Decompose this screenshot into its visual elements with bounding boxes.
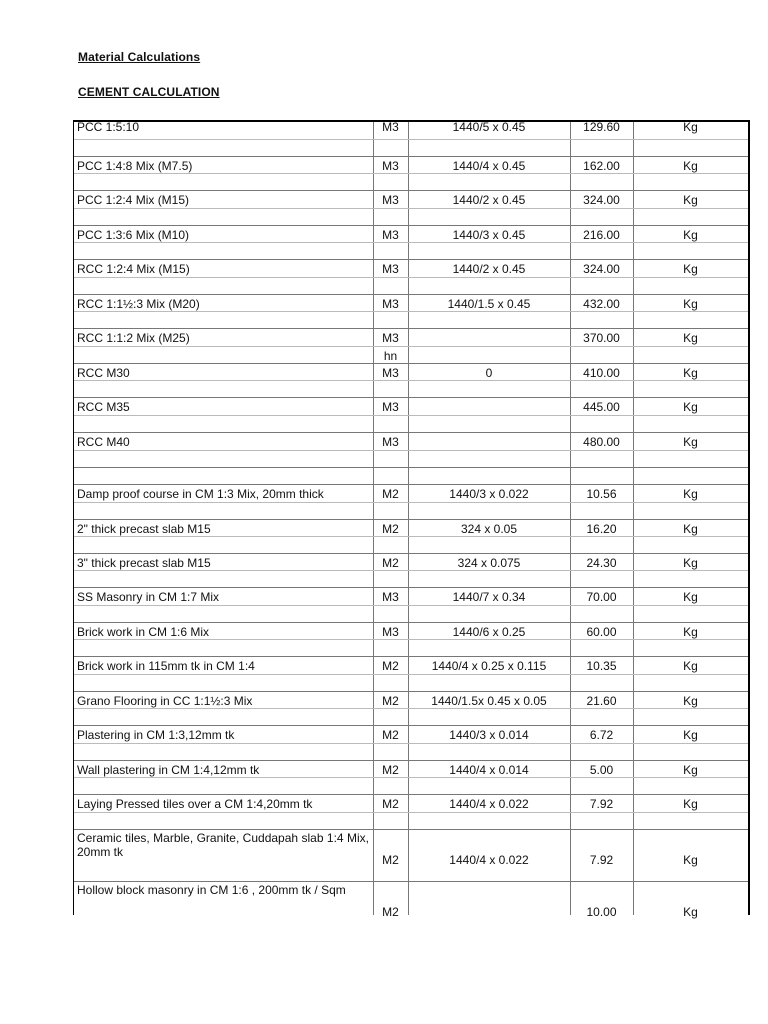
row-uom: Kg [683,400,698,414]
row-value: 60.00 [586,625,617,639]
row-uom: Kg [683,228,698,242]
cement-calculation-table [73,120,750,919]
row-value: 24.30 [586,556,617,570]
row-value: 216.00 [583,228,620,242]
row-unit: M3 [382,297,399,311]
row-uom: Kg [683,331,698,345]
row-formula: 1440/3 x 0.45 [452,228,526,242]
row-uom: Kg [683,159,698,173]
row-description: RCC 1:1:2 Mix (M25) [77,331,190,345]
row-formula: 0 [485,366,493,380]
row-formula: 1440/2 x 0.45 [452,262,526,276]
row-unit: M3 [382,366,399,380]
row-description: RCC M35 [77,400,130,414]
row-uom: Kg [683,659,698,673]
row-description: PCC 1:5:10 [77,120,140,134]
row-unit: M2 [382,728,399,742]
row-unit: M3 [382,400,399,414]
row-unit: M3 [382,435,399,449]
row-uom: Kg [683,763,698,777]
row-value: 432.00 [583,297,620,311]
row-uom: Kg [683,487,698,501]
row-value: 324.00 [583,262,620,276]
row-description: RCC M40 [77,435,130,449]
row-uom: Kg [683,905,698,919]
row-unit: M2 [382,853,399,867]
row-uom: Kg [683,797,698,811]
row-value: 70.00 [586,590,617,604]
row-uom: Kg [683,625,698,639]
row-description: PCC 1:4:8 Mix (M7.5) [77,159,193,173]
row-value: 129.60 [583,120,620,134]
section-title: CEMENT CALCULATION [78,85,220,99]
row-value: 10.00 [586,905,617,919]
row-description: Wall plastering in CM 1:4,12mm tk [77,763,260,777]
row-unit: M3 [382,159,399,173]
row-uom: Kg [683,193,698,207]
row-description: 3" thick precast slab M15 [77,556,211,570]
row-unit: M2 [382,763,399,777]
row-value: 21.60 [586,694,617,708]
document-title: Material Calculations [78,50,201,64]
row-description: PCC 1:3:6 Mix (M10) [77,228,190,242]
row-description: Hollow block masonry in CM 1:6 , 200mm tk / Sqm [77,883,346,897]
row-formula: 1440/4 x 0.25 x 0.115 [431,659,547,673]
row-value: 324.00 [583,193,620,207]
row-description: RCC 1:1½:3 Mix (M20) [77,297,200,311]
row-formula: 1440/4 x 0.45 [452,159,526,173]
row-value: 410.00 [583,366,620,380]
row-uom: Kg [683,435,698,449]
row-description: PCC 1:2:4 Mix (M15) [77,193,190,207]
row-value: 10.35 [586,659,617,673]
row-description: Damp proof course in CM 1:3 Mix, 20mm thick [77,487,324,501]
row-description: RCC M30 [77,366,130,380]
row-unit: M2 [382,694,399,708]
row-uom: Kg [683,522,698,536]
row-formula: 1440/3 x 0.022 [449,487,529,501]
row-uom: Kg [683,297,698,311]
row-value: 480.00 [583,435,620,449]
row-uom: Kg [683,262,698,276]
row-unit: M3 [382,262,399,276]
row-unit: M3 [382,590,399,604]
row-uom: Kg [683,120,698,134]
row-value: 10.56 [586,487,617,501]
row-formula: 324 x 0.075 [457,556,521,570]
row-uom: Kg [683,556,698,570]
row-value: 5.00 [589,763,614,777]
row-unit: M2 [382,659,399,673]
row-unit: M3 [382,120,399,134]
row-uom: Kg [683,366,698,380]
row-formula: 1440/4 x 0.022 [449,797,529,811]
row-unit: M2 [382,905,399,919]
row-formula: 1440/1.5 x 0.45 [447,297,531,311]
table-row [74,122,748,919]
row-formula: 1440/3 x 0.014 [449,728,529,742]
row-uom: Kg [683,694,698,708]
row-unit: M3 [382,625,399,639]
row-value: 162.00 [583,159,620,173]
row-uom: Kg [683,590,698,604]
row-formula: 1440/5 x 0.45 [452,120,526,134]
row-description: SS Masonry in CM 1:7 Mix [77,590,220,604]
row-unit: M2 [382,522,399,536]
row-description: Brick work in CM 1:6 Mix [77,625,210,639]
row-value: 6.72 [589,728,614,742]
row-unit: M2 [382,797,399,811]
row-uom: Kg [683,728,698,742]
row-value: 370.00 [583,331,620,345]
row-description: Brick work in 115mm tk in CM 1:4 [77,659,255,673]
row-unit: M2 [382,487,399,501]
row-formula: 1440/7 x 0.34 [452,590,526,604]
row-formula: 1440/2 x 0.45 [452,193,526,207]
row-formula: 1440/1.5x 0.45 x 0.05 [431,694,547,708]
row-description: Grano Flooring in CC 1:1½:3 Mix [77,694,253,708]
row-value: 445.00 [583,400,620,414]
row-unit: M3 [382,331,399,345]
row-value: 16.20 [586,522,617,536]
row-value: 7.92 [589,797,614,811]
row-unit: M3 [382,193,399,207]
row-unit: M3 [382,228,399,242]
row-value: 7.92 [589,853,614,867]
row-formula: 1440/6 x 0.25 [452,625,526,639]
row-description: Laying Pressed tiles over a CM 1:4,20mm tk [77,797,313,811]
row-formula: 1440/4 x 0.014 [449,763,529,777]
row-unit-note: hn [383,349,398,363]
row-description: Ceramic tiles, Marble, Granite, Cuddapah slab 1:4 Mix, 20mm tk [77,831,369,859]
row-uom: Kg [683,853,698,867]
row-description: Plastering in CM 1:3,12mm tk [77,728,235,742]
row-description: 2" thick precast slab M15 [77,522,211,536]
row-unit: M2 [382,556,399,570]
row-description: RCC 1:2:4 Mix (M15) [77,262,190,276]
row-formula: 1440/4 x 0.022 [449,853,529,867]
row-formula: 324 x 0.05 [460,522,518,536]
